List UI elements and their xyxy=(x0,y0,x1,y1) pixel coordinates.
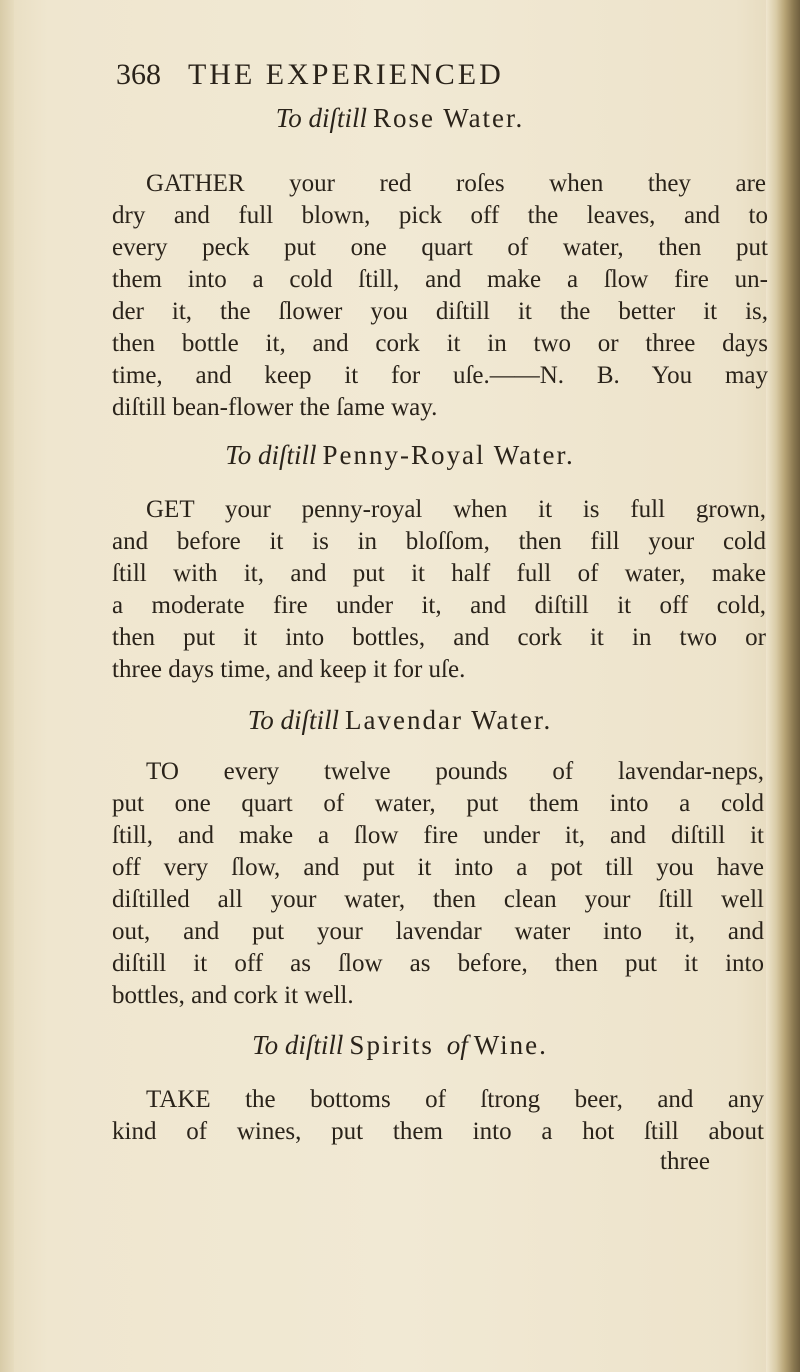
text-line: and before it is in bloſſom, then fill your cold xyxy=(112,528,766,555)
text-line: bottles, and cork it well. xyxy=(112,982,354,1009)
heading-lavendar-water: To diſtill Lavendar Water. xyxy=(247,705,553,735)
text-line: diſtilled all your water, then clean your ſtill well xyxy=(112,886,764,913)
page-number: 368 xyxy=(116,58,161,91)
text-line: TAKE the bottoms of ſtrong beer, and any xyxy=(146,1086,764,1113)
text-line: diſtill bean-flower the ſame way. xyxy=(112,394,438,421)
text-line: then bottle it, and cork it in two or three days xyxy=(112,330,768,357)
text-line: der it, the ſlower you diſtill it the better it is, xyxy=(112,298,768,325)
text-line: ſtill with it, and put it half full of water, make xyxy=(112,560,766,587)
text-line: them into a cold ſtill, and make a ſlow fire un- xyxy=(112,266,768,293)
text-line: diſtill it off as ſlow as before, then put it into xyxy=(112,950,764,977)
page-gutter-shadow xyxy=(766,0,800,1372)
text-line: GET your penny-royal when it is full grown, xyxy=(146,496,766,523)
catchword: three xyxy=(660,1148,710,1175)
text-line: three days time, and keep it for uſe. xyxy=(112,656,466,683)
text-line: GATHER your red roſes when they are xyxy=(146,170,766,197)
page-left-edge xyxy=(0,0,14,1372)
text-line: out, and put your lavendar water into it, and xyxy=(112,918,764,945)
text-line: a moderate fire under it, and diſtill it off cold, xyxy=(112,592,766,619)
running-title: THE EXPERIENCED xyxy=(187,58,504,91)
heading-penny-royal-water: To diſtill Penny-Royal Water. xyxy=(225,440,575,470)
text-line: then put it into bottles, and cork it in two or xyxy=(112,624,766,651)
text-line: TO every twelve pounds of lavendar-neps, xyxy=(146,758,764,785)
text-line: put one quart of water, put them into a cold xyxy=(112,790,764,817)
running-head xyxy=(116,58,596,92)
heading-rose-water: To diſtill Rose Water. xyxy=(275,103,525,133)
heading-spirits-of-wine: To diſtill Spirits of Wine. xyxy=(252,1030,548,1060)
text-line: off very ſlow, and put it into a pot till you have xyxy=(112,854,764,881)
text-line: kind of wines, put them into a hot ſtill about xyxy=(112,1118,764,1145)
text-line: ſtill, and make a ſlow fire under it, and diſtill it xyxy=(112,822,764,849)
text-line: dry and full blown, pick off the leaves, and to xyxy=(112,202,768,229)
text-line: every peck put one quart of water, then put xyxy=(112,234,768,261)
text-line: time, and keep it for uſe.——N. B. You may xyxy=(112,362,768,389)
